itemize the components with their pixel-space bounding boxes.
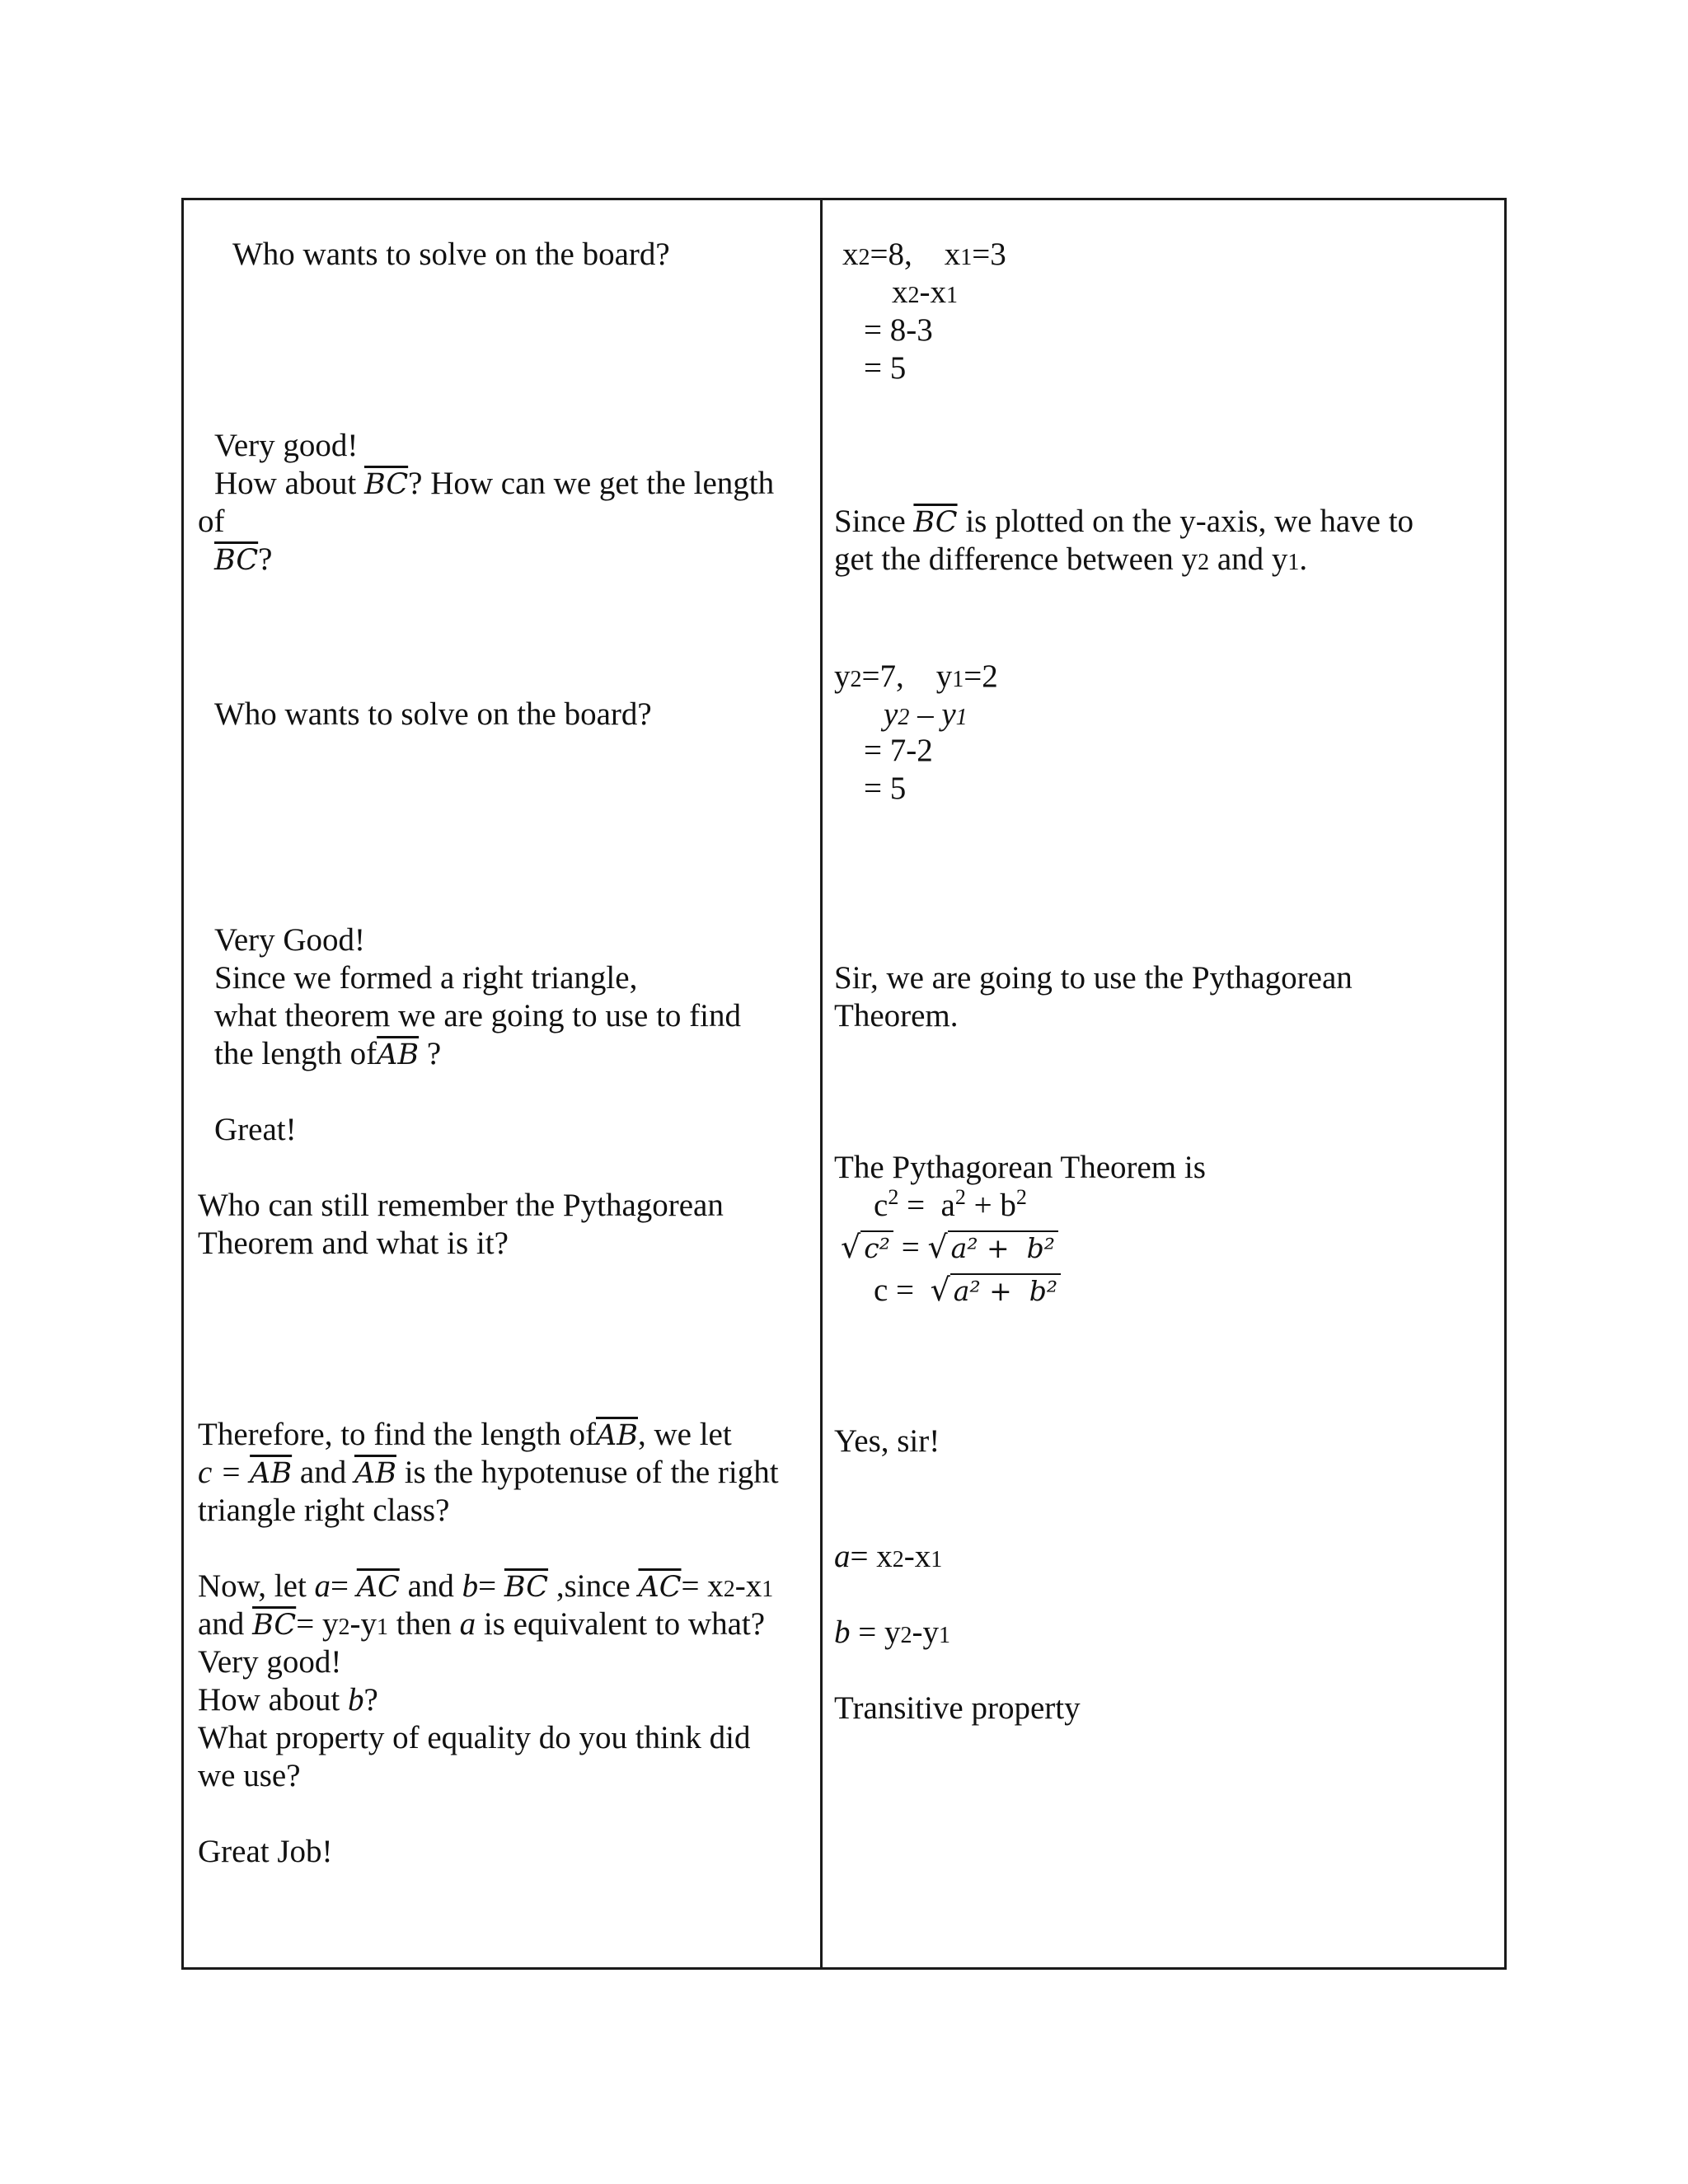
teacher-line: the length $of\overline{AB}$ ? (214, 1036, 442, 1071)
teacher-line: Therefore, to find the length $of\overline{AB}$, we let (198, 1417, 732, 1452)
pythagorean-formula: $c^2 = a^2 + b^2$ (874, 1185, 1027, 1223)
teacher-line: How about b? (198, 1682, 378, 1718)
teacher-line: Very good! (198, 1644, 342, 1680)
column-divider (820, 198, 823, 1970)
student-line: Theorem. (834, 998, 959, 1033)
teacher-line: How about $\overline{BC}$? How can we get the length (214, 466, 775, 501)
pythagorean-formula: √ c² = √ a² + b² (841, 1228, 1058, 1267)
teacher-line: $c = \overline{AB}$ and $\overline{AB}$ is the hypotenuse of the right (198, 1455, 779, 1490)
teacher-line: Now, let $a= \overline{AC}$ and $b= \overline{BC}$ ,since $\overline{AC}= x2-x1$ (198, 1568, 774, 1604)
student-line: b = y2-y1 (834, 1615, 950, 1650)
student-line: = 5 (864, 771, 907, 806)
teacher-line: Who wants to solve on the board? (214, 696, 652, 732)
teacher-line: $\overline{BC}$? (214, 541, 273, 577)
student-line: = 5 (864, 350, 907, 386)
teacher-line: Great! (214, 1112, 297, 1147)
pythagorean-formula: c = √ a² + b² (874, 1271, 1061, 1310)
teacher-line: Great Job! (198, 1834, 333, 1869)
teacher-line: Very good! (214, 428, 359, 463)
teacher-line: triangle right class? (198, 1493, 450, 1528)
teacher-line: what theorem we are going to use to find (214, 998, 741, 1033)
student-line: Yes, sir! (834, 1423, 940, 1459)
teacher-line: Who wants to solve on the board? (232, 237, 670, 272)
student-line: y2 – y1 (884, 696, 968, 732)
student-line: get the difference between y2 and y1. (834, 541, 1308, 577)
teacher-line: Since we formed a right triangle, (214, 960, 638, 996)
student-line: a= x2-x1 (834, 1539, 943, 1574)
teacher-line: What property of equality do you think did (198, 1720, 751, 1755)
teacher-line: and $\overline{BC}= y2-y1$ then a is equivalent to what? (198, 1606, 766, 1642)
teacher-line: Theorem and what is it? (198, 1226, 509, 1261)
student-line: y2=7, y1=2 (834, 658, 998, 694)
teacher-line: Very Good! (214, 922, 366, 958)
student-line: = 7-2 (864, 733, 933, 768)
student-line: x2-x1 (892, 274, 958, 310)
student-line: Since $\overline{BC}$ is plotted on the y-axis, we have to (834, 504, 1414, 539)
teacher-line: of (198, 504, 225, 539)
student-line: Transitive property (834, 1690, 1081, 1726)
student-line: x2=8, x1=3 (842, 237, 1006, 272)
student-line: The Pythagorean Theorem is (834, 1150, 1206, 1185)
student-line: Sir, we are going to use the Pythagorean (834, 960, 1353, 996)
teacher-line: we use? (198, 1758, 301, 1793)
student-line: = 8-3 (864, 312, 933, 348)
teacher-line: Who can still remember the Pythagorean (198, 1188, 724, 1223)
